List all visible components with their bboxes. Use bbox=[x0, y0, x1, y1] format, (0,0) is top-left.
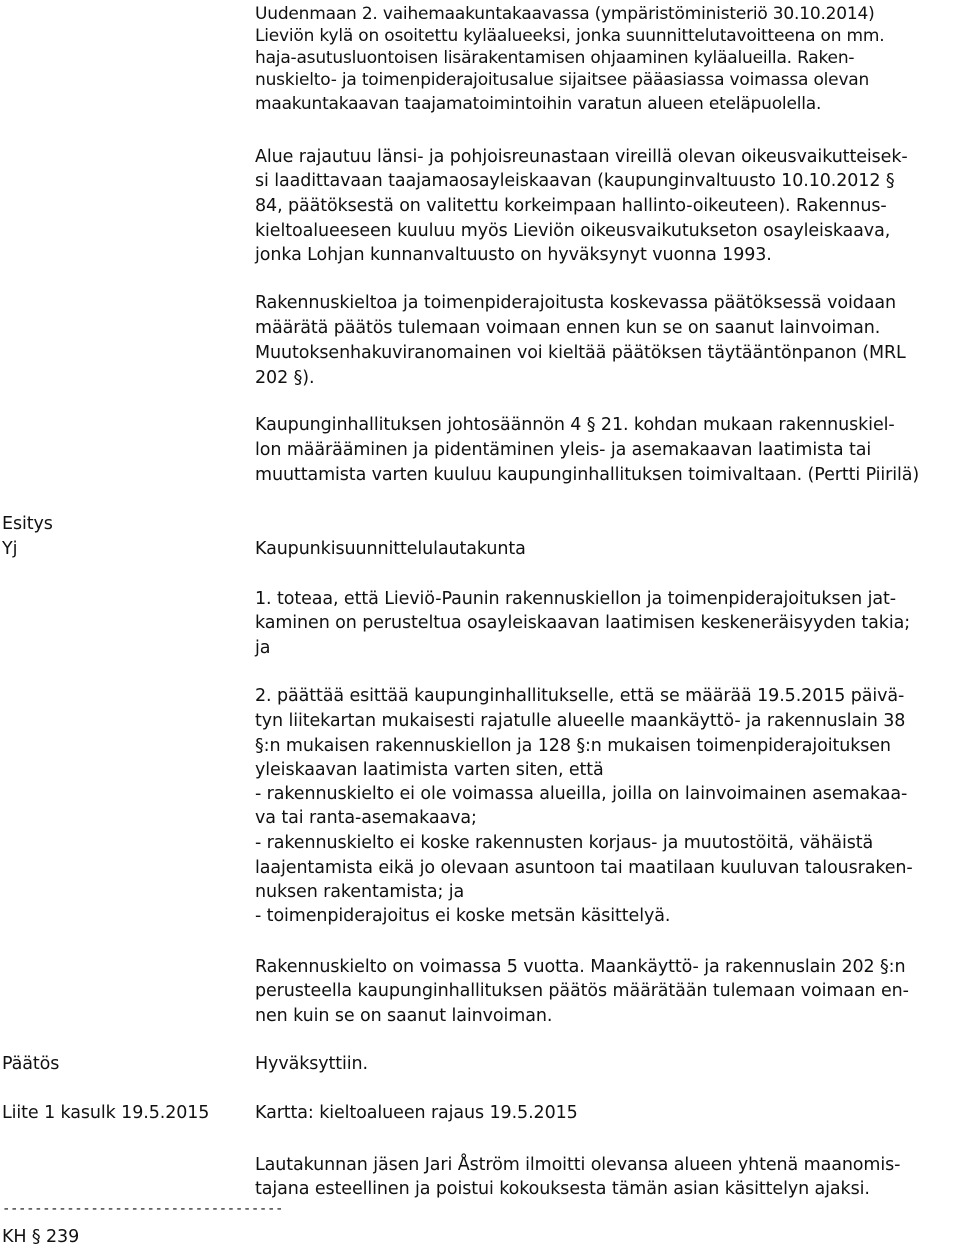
paragraph-2-line: jonka Lohjan kunnanvaltuusto on hyväksynyt vuonna 1993. bbox=[255, 245, 772, 265]
disqualification-note-line: Lautakunnan jäsen Jari Åström ilmoitti olevansa alueen yhtenä maanomis- bbox=[255, 1155, 901, 1175]
proposal-item-1-line: ja bbox=[255, 638, 271, 658]
validity-line: nen kuin se on saanut lainvoiman. bbox=[255, 1006, 553, 1026]
decision-text: Hyväksyttiin. bbox=[255, 1054, 369, 1074]
paragraph-2-line: kieltoalueeseen kuuluu myös Lieviön oikeusvaikutukseton osayleiskaava, bbox=[255, 221, 891, 241]
paragraph-2-line: 84, päätöksestä on valitettu korkeimpaan hallinto-oikeuteen). Rakennus- bbox=[255, 196, 887, 216]
validity-line: Rakennuskielto on voimassa 5 vuotta. Maankäyttö- ja rakennuslain 202 §:n bbox=[255, 957, 906, 977]
proposal-item-1-line: 1. toteaa, että Lieviö-Paunin rakennuskiellon ja toimenpiderajoituksen jat- bbox=[255, 589, 896, 609]
proposal-item-2-line: - rakennuskielto ei ole voimassa alueilla, joilla on lainvoimainen asemakaa- bbox=[255, 784, 908, 804]
paragraph-4-line: lon määrääminen ja pidentäminen yleis- ja asemakaavan laatimista tai bbox=[255, 440, 872, 460]
proposal-item-2-line: §:n mukaisen rakennuskiellon ja 128 §:n mukaisen toimenpiderajoituksen bbox=[255, 736, 891, 756]
proposal-item-2-line: 2. päättää esittää kaupunginhallitukselle, että se määrää 19.5.2015 päivä- bbox=[255, 686, 905, 706]
proposal-item-2-line: tyn liitekartan mukaisesti rajatulle alueelle maankäyttö- ja rakennuslain 38 bbox=[255, 711, 906, 731]
paragraph-1-line: Lieviön kylä on osoitettu kyläalueeksi, jonka suunnittelutavoitteena on mm. bbox=[255, 26, 885, 46]
proposal-label: Esitys bbox=[2, 514, 53, 534]
proposal-item-2-line: laajentamista eikä jo olevaan asuntoon tai maatilaan kuuluvan talousraken- bbox=[255, 858, 913, 878]
proposal-item-2-line: - toimenpiderajoitus ei koske metsän käsittelyä. bbox=[255, 906, 671, 926]
attachment-text: Kartta: kieltoalueen rajaus 19.5.2015 bbox=[255, 1103, 578, 1123]
disqualification-note-line: tajana esteellinen ja poistui kokouksesta tämän asian käsittelyn ajaksi. bbox=[255, 1179, 870, 1199]
proposal-item-2-line: yleiskaavan laatimista varten siten, että bbox=[255, 760, 604, 780]
proposal-item-2-line: va tai ranta-asemakaava; bbox=[255, 808, 477, 828]
paragraph-3-line: Muutoksenhakuviranomainen voi kieltää päätöksen täytääntönpanon (MRL bbox=[255, 343, 906, 363]
paragraph-3-line: 202 §). bbox=[255, 368, 315, 388]
proposal-item-2-line: nuksen rakentamista; ja bbox=[255, 882, 465, 902]
proposal-item-2-line: - rakennuskielto ei koske rakennusten korjaus- ja muutostöitä, vähäistä bbox=[255, 833, 874, 853]
page-reference: KH § 239 bbox=[2, 1227, 80, 1247]
paragraph-4-line: muuttamista varten kuuluu kaupunginhallituksen toimivaltaan. (Pertti Piirilä) bbox=[255, 465, 920, 485]
paragraph-3-line: Rakennuskieltoa ja toimenpiderajoitusta koskevassa päätöksessä voidaan bbox=[255, 293, 896, 313]
proposal-item-1-line: kaminen on perusteltua osayleiskaavan laatimisen keskeneräisyyden takia; bbox=[255, 613, 911, 633]
paragraph-2-line: si laadittavaan taajamaosayleiskaavan (kaupunginvaltuusto 10.10.2012 § bbox=[255, 171, 895, 191]
attachment-label: Liite 1 kasulk 19.5.2015 bbox=[2, 1103, 210, 1123]
committee-name: Kaupunkisuunnittelulautakunta bbox=[255, 539, 526, 559]
decision-label: Päätös bbox=[2, 1054, 60, 1074]
proposal-presenter-label: Yj bbox=[2, 539, 18, 559]
paragraph-1-line: haja-asutusluontoisen lisärakentamisen ohjaaminen kyläalueilla. Raken- bbox=[255, 48, 855, 68]
paragraph-3-line: määrätä päätös tulemaan voimaan ennen kun se on saanut lainvoiman. bbox=[255, 318, 881, 338]
validity-line: perusteella kaupunginhallituksen päätös määrätään tulemaan voimaan en- bbox=[255, 981, 909, 1001]
paragraph-4-line: Kaupunginhallituksen johtosäännön 4 § 21. kohdan mukaan rakennuskiel- bbox=[255, 415, 895, 435]
paragraph-1-line: nuskielto- ja toimenpiderajoitusalue sijaitsee pääasiassa voimassa olevan bbox=[255, 70, 870, 90]
paragraph-1-line: maakuntakaavan taajamatoimintoihin varatun alueen eteläpuolella. bbox=[255, 94, 822, 114]
paragraph-2-line: Alue rajautuu länsi- ja pohjoisreunastaan vireillä olevan oikeusvaikutteisek- bbox=[255, 147, 908, 167]
footer-separator: ----------------------------------- bbox=[2, 1201, 284, 1217]
paragraph-1-line: Uudenmaan 2. vaihemaakuntakaavassa (ympäristöministeriö 30.10.2014) bbox=[255, 4, 875, 24]
